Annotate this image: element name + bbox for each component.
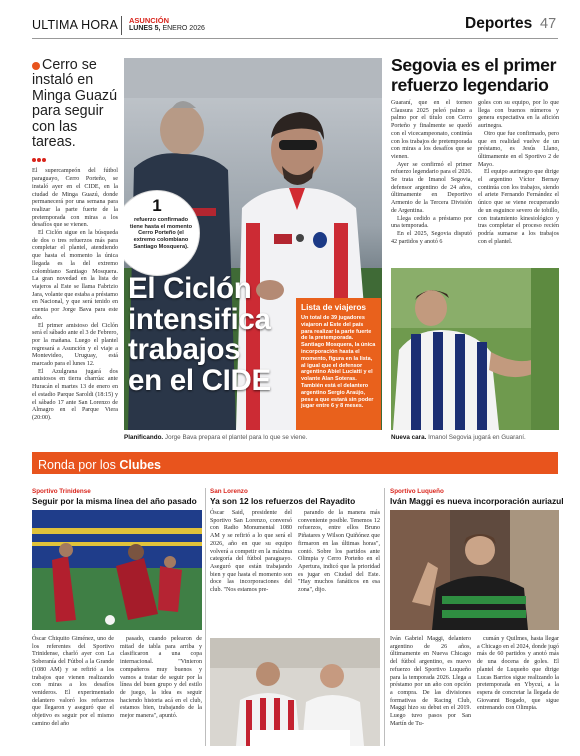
header-date-day: LUNES 5, bbox=[129, 25, 161, 32]
bullet-dot-icon bbox=[32, 62, 40, 70]
brief-headline: Cerro se instaló en Minga Guazú para seguir con las tareas. bbox=[32, 57, 118, 151]
club-text-col1: Óscar Said, presidente del Sportivo San Lorenzo, conversó con Radio Monumental 1080 AM y se refirió a lo que será el 2026, año en que su equipo volverá a competir en la máxima categoría del fútbol paraguayo. Aseguró que están trabajando bien y que hasta el momento son doce las incorporaciones del club. "Nos estamos pre- bbox=[210, 510, 292, 594]
page-number: 47 bbox=[540, 16, 557, 32]
right-article-col2 bbox=[478, 100, 559, 246]
san-lorenzo-photo bbox=[210, 638, 380, 746]
ellipsis-dots-icon bbox=[32, 158, 118, 163]
right-headline: Segovia es el primer refuerzo legendario bbox=[391, 55, 557, 95]
header-rule bbox=[32, 38, 558, 39]
article-paragraph: El equipo aurinegro que dirige el argentino Víctor Bernay continúa con los trabajos, siendo el ariete Fernando Fernández el único que se viene recuperando de un esguince severo de tobillo, con tratamiento kinesiológico y tras completar el proceso recién podría sumarse a los trabajos con el plantel. bbox=[478, 169, 559, 245]
brief-paragraph: El Azulgrana jugará dos amistosos en tierra charrúa: ante Huracán el martes 13 de enero en el estadio Parque Saroldi (18:15) y el sábado 17 ante San Lorenzo de Almagro en el Parque Viera (20:00). bbox=[32, 368, 118, 421]
stat-badge-text: refuerzo confirmado tiene hasta el momento Cerro Porteño (el extremo colombiano Santiago Mosquera). bbox=[129, 217, 193, 250]
header-divider bbox=[121, 16, 122, 35]
article-paragraph: goles con su equipo, por lo que llega con buenos números y genera expectativa en la afición aurinegra. bbox=[478, 100, 559, 130]
caption-label: Planificando. bbox=[124, 434, 164, 441]
player-photo-caption bbox=[391, 434, 559, 441]
san-lorenzo-photo-illustration bbox=[210, 638, 380, 746]
section-label-left: ULTIMA HORA bbox=[32, 18, 119, 32]
club-tag: Sportivo Trinidense bbox=[32, 488, 91, 495]
travel-list-box bbox=[296, 298, 381, 430]
club-headline: Seguir por la misma línea del año pasado bbox=[32, 496, 197, 506]
club-text-col1: Iván Gabriel Maggi, delantero argentino de 26 años, últimamente en Nueva Chicago del fútbol argentino, es nuevo refuerzo del Sportivo Luqueño para la temporada 2026. Llega a préstamo por un año con opción a compra. De las divisiones formativas de Racing Club, Maggi hizo su debut en el 2019. Luego tuvo pasos por San Martín de Tu- bbox=[390, 636, 471, 727]
travel-box-title: Lista de viajeros bbox=[301, 302, 367, 312]
brief-paragraph: El Ciclón sigue en la búsqueda de dos o tres refuerzos más para completar el plantel, atendiendo que hasta el momento la única llegada es la del extremo colombiano Santiago Mosquera. La gran novedad en la lista de viajeros al Este se llama Fabrizio Jara, volante que estaba a préstamo en Nacional, y que será tenido en cuenta por Jorge Bava para este año. bbox=[32, 230, 118, 321]
column-divider bbox=[205, 488, 206, 746]
article-paragraph: Otro que fue confirmado, pero que en realidad vuelve de un préstamo, es Jesús Llano, últimamente en el Sportivo 2 de Mayo. bbox=[478, 130, 559, 168]
main-photo-caption bbox=[124, 434, 384, 441]
clubs-band-prefix: Ronda por los bbox=[38, 458, 120, 472]
article-paragraph: Guaraní, que en el torneo Clausura 2025 peleó palmo a palmo por el título con Cerro Porteño y finalmente se quedó con el vicecampeonato, continúa con los trabajos de pretemporada con miras a los desafíos que se vienen. bbox=[391, 100, 472, 160]
clubs-band bbox=[32, 452, 558, 474]
article-paragraph: Llega cedido a préstamo por una temporada. bbox=[391, 215, 472, 230]
club-headline: Ya son 12 los refuerzos del Rayadito bbox=[210, 496, 356, 506]
caption-label: Nueva cara. bbox=[391, 434, 427, 441]
club-tag: San Lorenzo bbox=[210, 488, 248, 495]
trinidense-photo-illustration bbox=[32, 510, 202, 630]
main-headline: El Ciclón intensifica trabajos en el CIDE bbox=[128, 272, 271, 397]
segovia-photo-illustration bbox=[391, 268, 559, 430]
trinidense-photo bbox=[32, 510, 202, 630]
section-label-right: Deportes bbox=[465, 15, 533, 32]
caption-text: Jorge Bava prepara el plantel para lo que se viene. bbox=[163, 434, 308, 441]
club-text-col1: Óscar Chiquito Giménez, uno de los referentes del Sportivo Trinidense, charló ayer con La Soberanía del Fútbol a la Grande (1080 AM) y se refirió a los trabajos que vienen realizando con miras a los desafíos venideros. El experimentado delantero valoró los refuerzos que llegaron y aseguró que el objetivo es seguir por el mismo camino del año bbox=[32, 636, 114, 727]
brief-paragraph: El supercampeón del fútbol paraguayo, Cerro Porteño, se instaló ayer en el CIDE, en la ciudad de Minga Guazú, donde permanecerá por una semana para realizar la parte fuerte de la pretemporada con miras a los desafíos que se vienen. bbox=[32, 168, 118, 229]
club-text-col2: cumán y Quilmes, hasta llegar a Chicago en el 2024, donde jugó más de 60 partidos y anotó más de una docena de goles. El plantel de Luqueño que dirige Lucas Barrios sigue realizando la pretemporada en Ybycuí, a la espera de concretar la llegada de Giovanni Bogado, que sigue entrenando con Olimpia. bbox=[477, 636, 559, 712]
club-text-col2: parando de la manera más conveniente posible. Tenemos 12 refuerzos, entre ellos Bruno Piñatares y Wilson Quiñónez que firmaron en las últimas horas", contó. Sobre los partidos ante Olimpia y Cerro Porteño en el Apertura, indicó que la prioridad es jugar en Ciudad del Este. "Hay muchos fanáticos en esa zona", dijo. bbox=[298, 510, 380, 594]
left-brief bbox=[32, 58, 118, 423]
clubs-band-highlight: Clubes bbox=[119, 458, 161, 472]
header-date-rest: ENERO 2026 bbox=[160, 25, 205, 32]
club-block-luqueno bbox=[390, 488, 564, 507]
header-city: ASUNCIÓN bbox=[129, 16, 170, 25]
luqueno-photo bbox=[390, 510, 559, 630]
club-text-col2: pasado, cuando pelearon de mitad de tabla para arriba y clasificaron a una copa internacional. "Vinieron compañeros muy buenos y vamos a tratar de seguir por la línea del buen grupo y del estilo de juego, la idea es seguir haciendo historia acá en el club, estamos bien, trabajando de la mejor manera", apuntó. bbox=[120, 636, 202, 720]
stat-badge-number: 1 bbox=[152, 196, 162, 215]
travel-box-text: Un total de 39 jugadores viajaron al Este del país para realizar la parte fuerte de la pretemporada. Santiago Mosquera, la única incorporación hasta el momento, figura en la lista, al igual que el defensor argentino Abiel Luciatti y el volante Alan Soteras. También está el delantero argentino Sergio Araújo, pese a que estará sin poder jugar entre 6 y 8 meses. bbox=[301, 315, 376, 410]
luqueno-photo-illustration bbox=[390, 510, 559, 630]
article-paragraph: Ayer se confirmó el primer refuerzo legendario para el 2026. Se trata de Imanol Segovia, defensor argentino de 24 años, últimamente en Deportivo Armenio de la Tercera División de Argentina. bbox=[391, 161, 472, 214]
article-paragraph: En el 2025, Segovia disputó 42 partidos y anotó 6 bbox=[391, 230, 472, 245]
club-block-trinidense bbox=[32, 488, 202, 507]
player-photo bbox=[391, 268, 559, 430]
club-block-san-lorenzo bbox=[210, 488, 380, 507]
caption-text: Imanol Segovia jugará en Guaraní. bbox=[426, 434, 526, 441]
right-article-col1 bbox=[391, 100, 472, 246]
brief-paragraph: El primer amistoso del Ciclón será el sábado ante el 3 de Febrero, por la mañana. Luego el plantel regresará a Asunción y el viaje a Montevideo, Uruguay, está marcado para el lunes 12. bbox=[32, 322, 118, 368]
club-headline: Iván Maggi es nueva incorporación auriazul bbox=[390, 496, 564, 506]
header-date bbox=[129, 25, 205, 32]
column-divider bbox=[384, 488, 385, 746]
club-tag: Sportivo Luqueño bbox=[390, 488, 444, 495]
